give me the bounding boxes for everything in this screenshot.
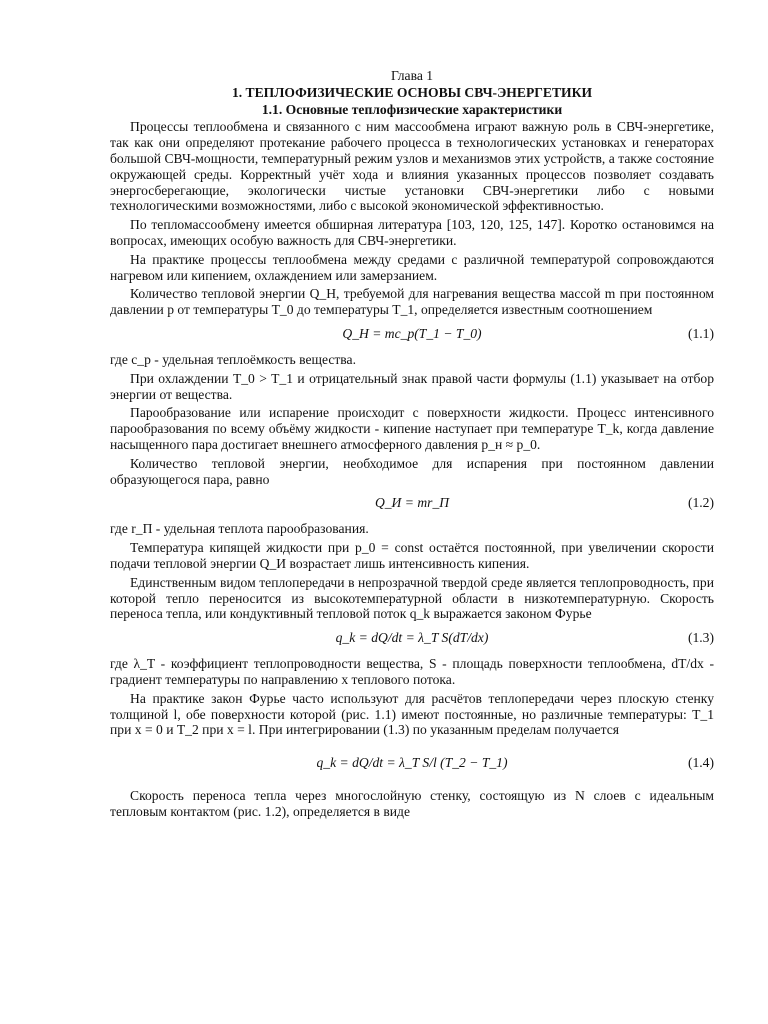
formula-expression: q_k = dQ/dt = λ_T S(dT/dx) [335,630,489,646]
paragraph-practice: На практике процессы теплообмена между средами с различной температурой сопровождаются нагревом или кипением, охлаждением или замерзанием. [110,251,714,283]
document-page [110,68,714,823]
formula-1-2 [110,491,714,517]
section-title: 1.1. Основные теплофизические характеристики [261,101,563,117]
paragraph-multilayer: Скорость переноса тепла через многослойную стенку, состоящую из N слоев с идеальным тепловым контактом (рис. 1.2), определяется в виде [110,788,714,819]
paragraph-heat-quantity: Количество тепловой энергии Q_H, требуемой для нагревания вещества массой m при постоянном давлении p от температуры T_0 до температуры T_1, определяется известным соотношением [110,286,714,318]
formula-1-4 [110,742,714,784]
paragraph-conductivity: где λ_T - коэффициент теплопроводности вещества, S - площадь поверхности теплообмена, dT/dx - градиент температуры по направлению x теплового потока. [110,656,714,687]
formula-expression: Q_И = mr_П [374,495,450,511]
paragraph-conduction: Единственным видом теплопередачи в непрозрачной твердой среде является теплопроводность, при которой тепло переносится из высокотемпературной области в низкотемпературную. Скорость переноса тепла, или кондуктивный тепловой поток q_k выражается законом Фурье [110,574,714,622]
formula-number: (1.2) [687,495,714,511]
formula-number: (1.1) [687,325,714,341]
chapter-title: 1. ТЕПЛОФИЗИЧЕСКИЕ ОСНОВЫ СВЧ-ЭНЕРГЕТИКИ [231,84,593,100]
formula-1-1 [110,322,714,348]
paragraph-intro: Процессы теплообмена и связанного с ним массообмена играют важную роль в СВЧ-энергетике, так как они определяют протекание рабочего процесса в технологических установках и генераторах большой СВЧ-мощности, температурный режим узлов и механизмов этих устройств, а также состояние окружающей среды. Корректный учёт хода и влияния указанных процессов позволяет создавать энергосберегающие, экологически чистые установки СВЧ-энергетики либо с новыми технологическими возможностями, либо с высокой экономической эффективностью. [110,119,714,214]
paragraph-evaporation-energy: Количество тепловой энергии, необходимое для испарения при постоянном давлении образующегося пара, равно [110,455,714,487]
paragraph-cooling: При охлаждении T_0 > T_1 и отрицательный знак правой части формулы (1.1) указывает на отбор энергии от вещества. [110,370,714,402]
paragraph-latent-heat: где r_П - удельная теплота парообразования. [110,521,369,537]
paragraph-boiling: Температура кипящей жидкости при p_0 = const остаётся постоянной, при увеличении скорости подачи тепловой энергии Q_И возрастает лишь интенсивность кипения. [110,540,714,571]
paragraph-heat-capacity: где c_p - удельная теплоёмкость вещества. [110,351,356,367]
chapter-label: Глава 1 [390,68,434,83]
paragraph-literature: По тепломассообмену имеется обширная литература [103, 120, 125, 147]. Коротко остановимся на вопросах, имеющих особую важность для СВЧ-энергетики. [110,217,714,248]
paragraph-vaporization: Парообразование или испарение происходит с поверхности жидкости. Процесс интенсивного парообразования по всему объёму жидкости - кипение наступает при температуре T_k, когда давление насыщенного пара достигает внешнего атмосферного давления p_н ≈ p_0. [110,405,714,452]
formula-number: (1.4) [687,755,714,771]
formula-expression: Q_H = mc_p(T_1 − T_0) [342,325,482,341]
formula-number: (1.3) [687,630,714,646]
formula-expression: q_k = dQ/dt = λ_T S/l (T_2 − T_1) [316,755,508,771]
formula-1-3 [110,626,714,652]
paragraph-flat-wall: На практике закон Фурье часто используют для расчётов теплопередачи через плоскую стенку толщиной l, обе поверхности которой (рис. 1.1) имеют постоянные, но различные температуры: T_1 при x = 0 и T_2 при x = l. При интегрировании (1.3) по указанным пределам получается [110,690,714,738]
